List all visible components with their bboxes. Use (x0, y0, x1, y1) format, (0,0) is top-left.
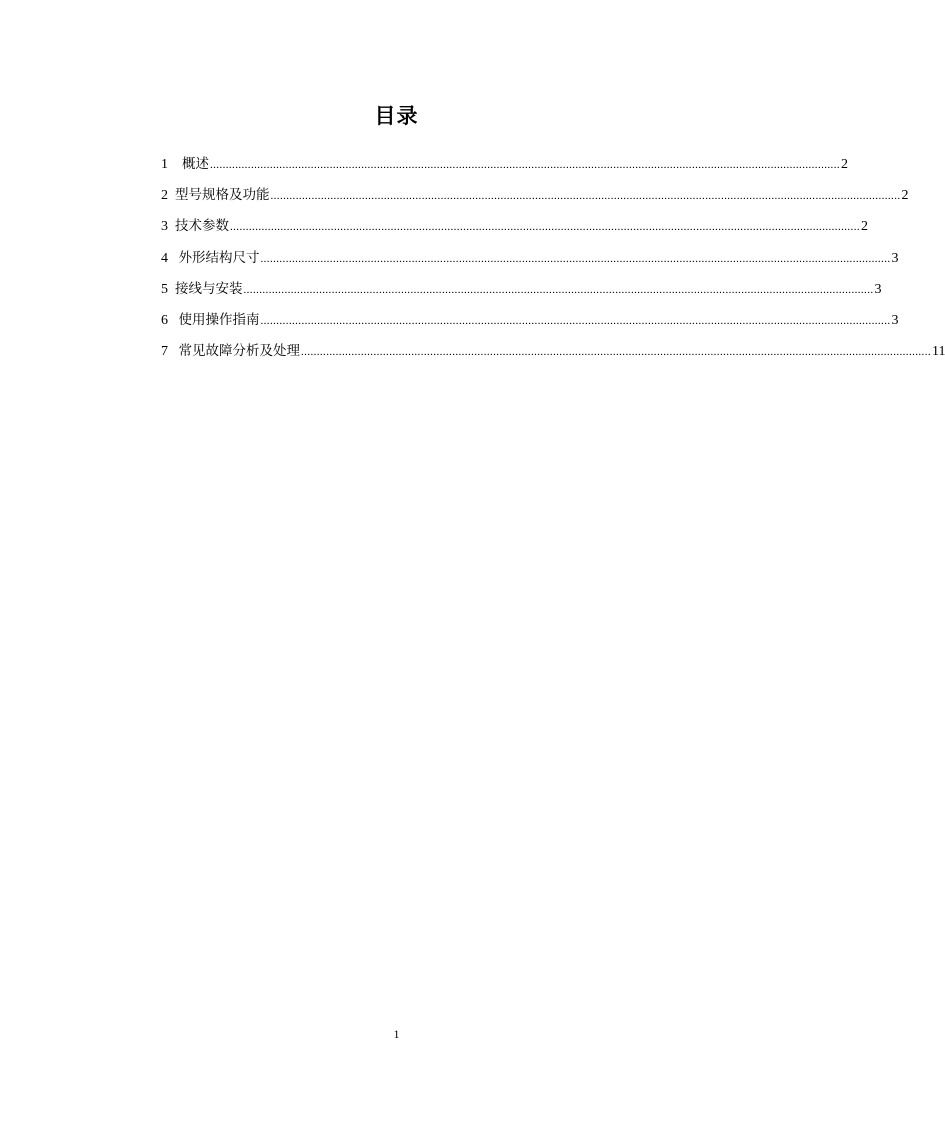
toc-leader-dots: ........................................................................................................................................................................................................ (260, 252, 891, 265)
toc-entry-page: 3 (891, 250, 899, 266)
toc-entry[interactable] (161, 247, 899, 278)
toc-entry-number: 2 (161, 188, 168, 204)
toc-entry-gap (168, 248, 179, 270)
toc-entry-page: 3 (874, 281, 882, 297)
toc-entry[interactable] (161, 309, 899, 340)
toc-entry-title: 型号规格及功能 (175, 187, 270, 204)
toc-entry-number: 1 (161, 157, 168, 172)
toc-entry-gap (168, 310, 179, 332)
toc-entry-title: 概述 (182, 156, 209, 172)
toc-entry-number: 5 (161, 281, 168, 297)
toc-entry-title: 技术参数 (175, 218, 229, 235)
toc-entry[interactable] (161, 340, 945, 371)
toc-entry-gap (168, 216, 175, 238)
toc-leader-dots: ........................................................................................................................................................................................................ (270, 190, 901, 203)
toc-entry[interactable] (161, 184, 909, 215)
toc-entry-number: 3 (161, 219, 168, 235)
toc-entry-title: 接线与安装 (175, 280, 243, 297)
toc-entry-page: 2 (901, 188, 909, 204)
toc-entry-page: 2 (861, 219, 868, 235)
toc-leader-dots: ........................................................................................................................................................................................................ (260, 314, 891, 327)
toc-entry-page: 2 (841, 157, 848, 172)
toc-leader-dots: ........................................................................................................................................................................................................ (210, 159, 840, 171)
toc-title: 目录 (374, 104, 419, 128)
toc-entry-number: 7 (161, 344, 168, 360)
toc-entry-title: 常见故障分析及处理 (178, 343, 300, 360)
toc-entry-number: 6 (161, 312, 168, 328)
toc-entry-page: 11 (932, 344, 945, 360)
page-number: 1 (393, 1027, 400, 1041)
toc-entry-title: 外形结构尺寸 (178, 249, 260, 266)
toc-entry-number: 4 (161, 250, 168, 266)
toc-leader-dots: ........................................................................................................................................................................................................ (230, 221, 860, 234)
toc-entry-gap (168, 185, 175, 207)
toc-leader-dots: ........................................................................................................................................................................................................ (243, 283, 874, 296)
toc-entry-title: 使用操作指南 (178, 311, 260, 328)
toc-list (161, 153, 945, 371)
toc-entry-page: 3 (891, 312, 899, 328)
toc-entry[interactable] (161, 215, 868, 246)
toc-entry-gap (168, 279, 175, 301)
toc-leader-dots: ........................................................................................................................................................................................................ (301, 346, 931, 359)
toc-entry-gap (168, 154, 182, 176)
toc-entry-gap (168, 341, 179, 363)
toc-entry[interactable] (161, 278, 882, 309)
toc-entry[interactable] (161, 153, 848, 184)
